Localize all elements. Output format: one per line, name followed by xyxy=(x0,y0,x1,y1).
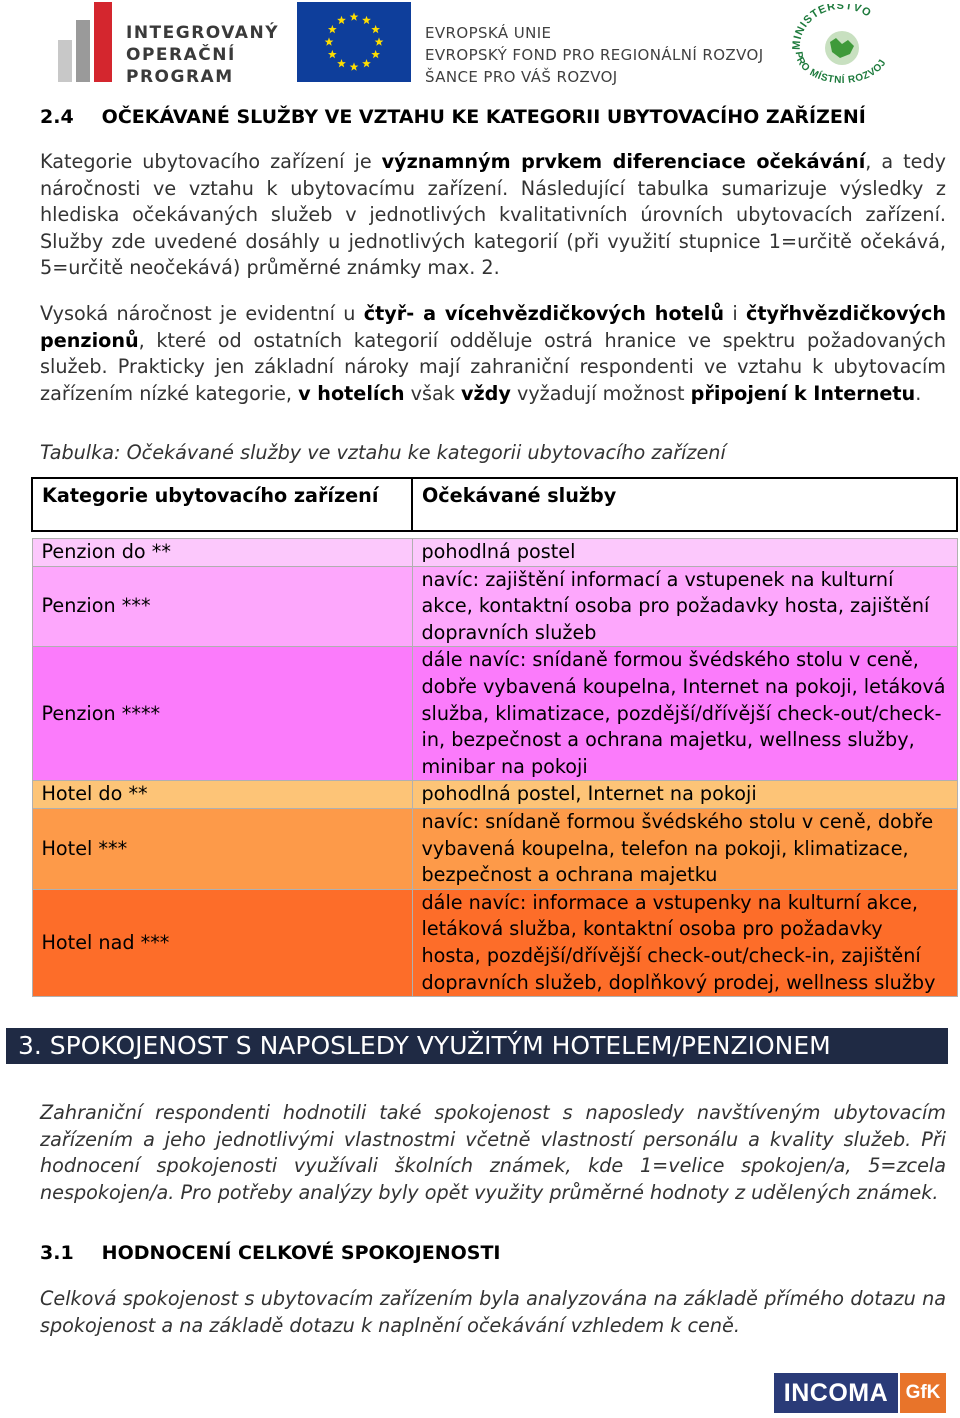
iop-bars-icon xyxy=(58,2,122,84)
mmr-logo xyxy=(782,4,902,84)
table-row xyxy=(32,647,957,781)
section-title: OČEKÁVANÉ SLUŽBY VE VZTAHU KE KATEGORII UBYTOVACÍHO ZAŘÍZENÍ xyxy=(101,106,866,128)
emphasis-text: připojení k Internetu xyxy=(690,381,916,405)
section-title: HODNOCENÍ CELKOVÉ SPOKOJENOSTI xyxy=(101,1242,501,1264)
eu-star-icon xyxy=(328,25,337,33)
body-text: Vysoká náročnost je evidentní u xyxy=(40,302,364,325)
row-category: Penzion do ** xyxy=(32,539,412,567)
header-services: Očekávané služby xyxy=(412,478,957,531)
services-table xyxy=(31,477,958,997)
eu-star-icon xyxy=(371,25,380,33)
eu-star-icon xyxy=(350,12,359,20)
iop-line-2: OPERAČNÍ xyxy=(126,45,236,65)
eu-line-1: EVROPSKÁ UNIE xyxy=(425,24,552,42)
eu-star-icon xyxy=(362,16,371,24)
emphasis-text: čtyřhvězdičkových penzionů xyxy=(40,302,946,352)
emphasis-text: čtyř- a vícehvězdičkových hotelů xyxy=(363,302,725,325)
eu-star-icon xyxy=(362,59,371,67)
table-caption: Tabulka: Očekávané služby ve vztahu ke kategorii ubytovacího zařízení xyxy=(40,441,726,464)
table-row xyxy=(32,539,957,567)
row-services: navíc: snídaně formou švédského stolu v ceně, dobře vybavená koupelna, telefon na pokoji, klimatizace, bezpečnost a ochrana majetku xyxy=(412,808,957,889)
table-row xyxy=(32,566,957,647)
body-text: však xyxy=(404,381,461,405)
emphasis-text: vždy xyxy=(460,381,511,405)
iop-line-1: INTEGROVANÝ xyxy=(126,23,279,43)
row-category: Hotel *** xyxy=(32,808,412,889)
row-services: dále navíc: informace a vstupenky na kulturní akce, letáková služba, kontaktní osoba pro požadavky hosta, pozdější/dřívější check-out/check-in, zajištění dopravních služeb, doplňkový prodej, wellness služby xyxy=(412,889,957,996)
eu-star-icon xyxy=(350,62,359,70)
eu-star-icon xyxy=(337,59,346,67)
section-number: 2.4 xyxy=(40,106,74,128)
body-text: . xyxy=(915,381,922,405)
iop-line-3: PROGRAM xyxy=(126,67,234,87)
eu-star-icon xyxy=(328,50,337,58)
row-category: Hotel nad *** xyxy=(32,889,412,996)
section-3-banner: 3. SPOKOJENOST S NAPOSLEDY VYUŽITÝM HOTELEM/PENZIONEM xyxy=(6,1028,948,1064)
table-row xyxy=(32,889,957,996)
body-text: , a tedy náročnosti ve vztahu k ubytovacímu zařízení. Následující tabulka sumarizuje výsledky z hlediska očekávaných služeb v jednotlivých kvalitativních úrovních ubytovacích zařízení. Služby zde uvedené dosáhly u jednotlivých kategorií (při využití stupnice 1=určitě očekává, 5=určitě neočekává) průměrné známky max. 2. xyxy=(40,150,946,279)
table-header-row xyxy=(32,478,957,531)
row-category: Penzion *** xyxy=(32,566,412,647)
incoma-logo-text: INCOMA xyxy=(774,1373,898,1413)
eu-line-2: EVROPSKÝ FOND PRO REGIONÁLNÍ ROZVOJ xyxy=(425,46,764,64)
mmr-bottom-text: PRO MÍSTNÍ ROZVOJ xyxy=(792,50,889,84)
mmr-top-text: MINISTERSTVO xyxy=(790,4,874,51)
section-number: 3.1 xyxy=(40,1242,74,1264)
eu-logo-text xyxy=(425,22,764,88)
eu-star-icon xyxy=(371,50,380,58)
row-category: Penzion **** xyxy=(32,647,412,781)
eu-line-3: ŠANCE PRO VÁŠ ROZVOJ xyxy=(425,68,618,86)
emphasis-text: v hotelích xyxy=(298,381,405,405)
eu-star-icon xyxy=(375,37,384,45)
row-services: pohodlná postel xyxy=(412,539,957,567)
body-text: i xyxy=(724,302,746,325)
table-row xyxy=(32,808,957,889)
emphasis-text: významným prvkem diferenciace očekávání xyxy=(381,150,866,173)
header-category: Kategorie ubytovacího zařízení xyxy=(32,478,412,531)
row-services: pohodlná postel, Internet na pokoji xyxy=(412,781,957,809)
body-text: vyžadují možnost xyxy=(510,381,691,405)
body-text: Kategorie ubytovacího zařízení je xyxy=(40,150,382,173)
row-services: dále navíc: snídaně formou švédského stolu v ceně, dobře vybavená koupelna, Internet na pokoji, letáková služba, klimatizace, pozdější/dřívější check-out/check-in, bezpečnost a ochrana majetku, wellness služby, minibar na pokoji xyxy=(412,647,957,781)
section-3-1-paragraph: Celková spokojenost s ubytovacím zařízením byla analyzována na základě přímého dotazu na spokojenost a na základě dotazu k naplnění očekávání vzhledem k ceně. xyxy=(40,1287,946,1337)
section-3-paragraph: Zahraniční respondenti hodnotili také spokojenost s naposledy navštíveným ubytovacím zařízením a jeho jednotlivými vlastnostmi včetně vlastností personálu a kvality služeb. Při hodnocení spokojenosti využívali školních známek, kde 1=velice spokojen/a, 5=zcela nespokojen/a. Pro potřeby analýzy byly opět využity průměrné hodnoty z udělených známek. xyxy=(40,1101,946,1204)
table-row xyxy=(32,781,957,809)
body-text: , které od ostatních kategorií odděluje ostrá hranice ve spektru požadovaných služeb. Prakticky jen základní nároky mají zahraniční respondenti ve vztahu k ubytovacím zařízením nízké kategorie, xyxy=(40,328,946,405)
row-category: Hotel do ** xyxy=(32,781,412,809)
section-3-1-heading xyxy=(40,1242,501,1264)
section-2-4-heading xyxy=(40,106,866,128)
gfk-logo-text: GfK xyxy=(900,1373,946,1413)
section-2-4-paragraph-2 xyxy=(40,301,946,407)
row-services: navíc: zajištění informací a vstupenek na kulturní akce, kontaktní osoba pro požadavky hosta, zajištění dopravních služeb xyxy=(412,566,957,647)
eu-star-icon xyxy=(325,37,334,45)
eu-star-icon xyxy=(337,16,346,24)
section-2-4-paragraph-1 xyxy=(40,149,946,282)
iop-logo xyxy=(58,2,279,87)
eu-flag-icon xyxy=(297,2,411,82)
incoma-gfk-logo xyxy=(774,1373,946,1413)
